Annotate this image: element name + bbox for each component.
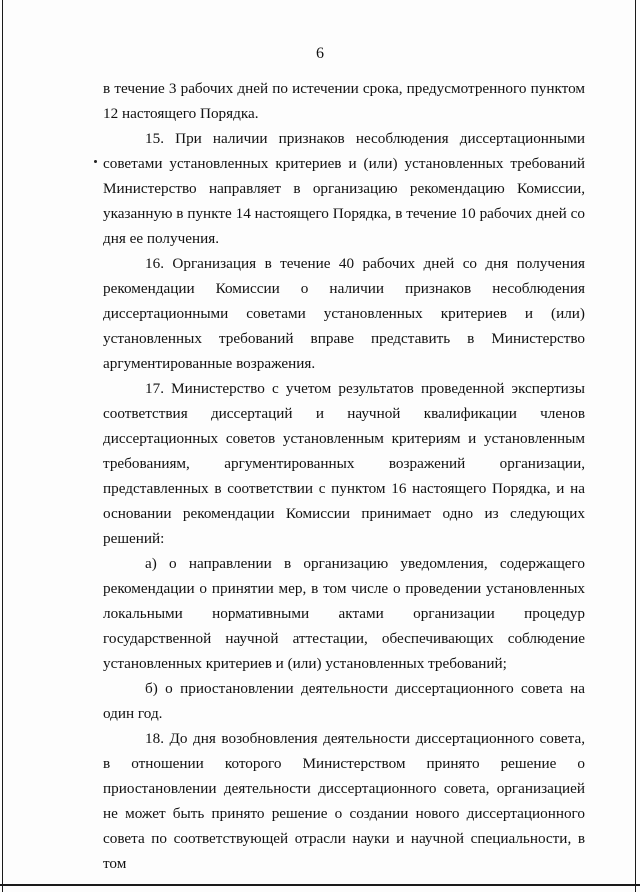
document-body [103,76,585,876]
paragraph-18: 18. До дня возобновления деятельности диссертационного совета, в отношении которого Министерством принято решение о приостановлении деятельности диссертационного совета, организацией не может быть принято решение о создании нового диссертационного совета по соответствующей отрасли науки и научной специальности, в том [103,730,585,872]
paragraph-16: 16. Организация в течение 40 рабочих дней со дня получения рекомендации Комиссии о наличии признаков несоблюдения диссертационными советами установленных критериев и (или) установленных требований вправе представить в Министерство аргументированные возражения. [103,255,585,372]
page-number: 6 [316,45,324,62]
scan-edge-bottom [0,884,640,886]
scan-edge-left [2,0,3,892]
paragraph-17: 17. Министерство с учетом результатов проведенной экспертизы соответствия диссертаций и научной квалификации членов диссертационных советов установленным критериям и установленным требованиям, аргументированных возражений организации, представленных в соответствии с пунктом 16 настоящего Порядка, и на основании рекомендации Комиссии принимает одно из следующих решений: [103,380,585,547]
scan-edge-right [635,0,636,892]
scan-artifact-dot [94,160,97,163]
paragraph-15: 15. При наличии признаков несоблюдения диссертационными советами установленных критериев и (или) установленных требований Министерство направляет в организацию рекомендацию Комиссии, указанную в пункте 14 настоящего Порядка, в течение 10 рабочих дней со дня ее получения. [103,130,585,247]
paragraph-17-item-a: а) о направлении в организацию уведомления, содержащего рекомендации о принятии мер, в том числе о проведении установленных локальными нормативными актами организации процедур государственной научной аттестации, обеспечивающих соблюдение установленных критериев и (или) установленных требований; [103,555,585,672]
paragraph-continuation: в течение 3 рабочих дней по истечении срока, предусмотренного пунктом 12 настоящего Порядка. [103,80,585,122]
paragraph-17-item-b: б) о приостановлении деятельности диссертационного совета на один год. [103,680,585,722]
